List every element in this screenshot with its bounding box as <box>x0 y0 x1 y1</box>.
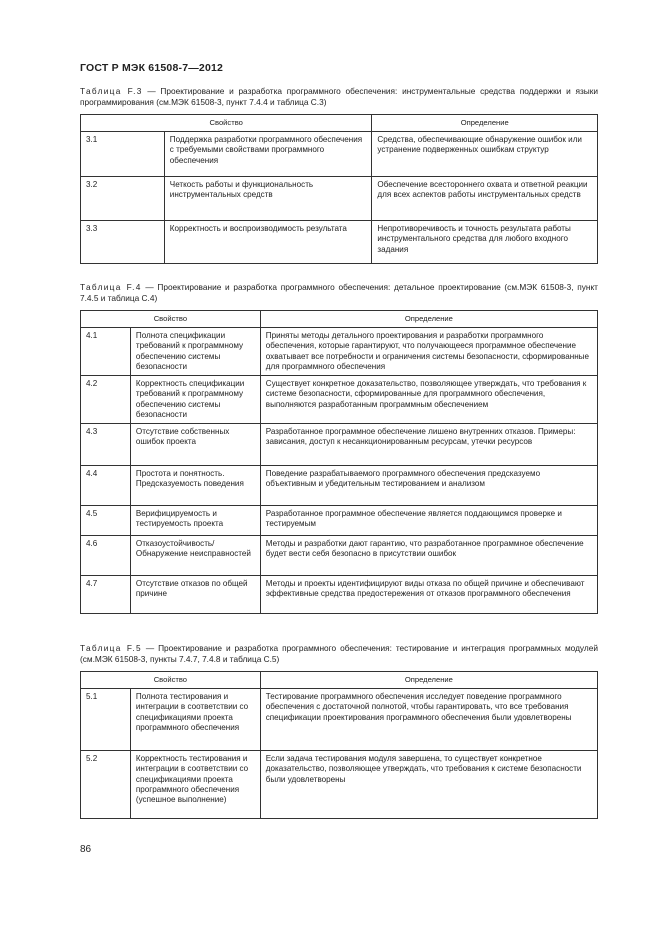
table-f4 <box>80 310 598 614</box>
table-caption-text: — Проектирование и разработка программного обеспечения: детальное проектирование (см.МЭК 61508-3, пункт 7.4.5 и таблица С.4) <box>80 282 598 303</box>
row-definition: Тестирование программного обеспечения исследует поведение программного обеспечения с достаточной полнотой, чтобы гарантировать, что все требования спецификации проектирования программного обеспечения были удовлетворены <box>260 689 597 751</box>
row-definition: Средства, обеспечивающие обнаружение ошибок или устранение подверженных ошибкам структур <box>372 132 598 177</box>
row-property: Корректность и воспроизводимость результата <box>164 221 372 264</box>
row-number: 4.6 <box>81 536 131 576</box>
row-number: 4.7 <box>81 576 131 614</box>
row-property: Верифицируемость и тестируемость проекта <box>130 506 260 536</box>
row-property: Поддержка разработки программного обеспечения с требуемыми свойствами программного обеспечения <box>164 132 372 177</box>
row-number: 4.4 <box>81 466 131 506</box>
row-definition: Приняты методы детального проектирования и разработки программного обеспечения, которые гарантируют, что получающееся программное обеспечение охватывает все потребности и ограничения системы безопасности, сформированные для программного обеспечения <box>260 328 597 376</box>
row-property: Полнота тестирования и интеграции в соответствии со спецификациями проекта программного обеспечения <box>130 689 260 751</box>
row-property: Отказоустойчивость/Обнаружение неисправностей <box>130 536 260 576</box>
table-row <box>81 506 598 536</box>
row-definition: Если задача тестирования модуля завершена, то существует конкретное доказательство, позволяющее утверждать, что требования к системе безопасности были удовлетворены <box>260 751 597 819</box>
row-definition: Поведение разрабатываемого программного обеспечения предсказуемо объективным и убедительным тестированием и анализом <box>260 466 597 506</box>
row-property: Отсутствие собственных ошибок проекта <box>130 424 260 466</box>
table-caption <box>80 643 598 664</box>
table-row <box>81 689 598 751</box>
row-number: 4.5 <box>81 506 131 536</box>
row-definition: Методы и разработки дают гарантию, что разработанное программное обеспечение будет вести себя безопасно в присутствии ошибок <box>260 536 597 576</box>
row-property: Полнота спецификации требований к программному обеспечению системы безопасности <box>130 328 260 376</box>
row-definition: Непротиворечивость и точность результата работы инструментального средства для любого входного задания <box>372 221 598 264</box>
row-definition: Разработанное программное обеспечение лишено внутренних отказов. Примеры: зависания, доступ к несанкционированным ресурсам, утечки ресурсов <box>260 424 597 466</box>
table-label: Таблица F.5 <box>80 643 142 653</box>
table-caption-text: — Проектирование и разработка программного обеспечения: инструментальные средства поддержки и языки программирования (см.МЭК 61508-3, пункт 7.4.4 и таблица С.3) <box>80 86 598 107</box>
row-number: 3.1 <box>81 132 165 177</box>
table-caption <box>80 86 598 107</box>
table-row <box>81 536 598 576</box>
table-row <box>81 221 598 264</box>
row-number: 4.1 <box>81 328 131 376</box>
row-definition: Существует конкретное доказательство, позволяющее утверждать, что требования к системе безопасности, сформированные для программного обеспечения, выполняются разработанным программным обеспечением <box>260 376 597 424</box>
row-definition: Обеспечение всестороннего охвата и ответной реакции для всех аспектов работы инструментальных средств <box>372 177 598 221</box>
row-property: Отсутствие отказов по общей причине <box>130 576 260 614</box>
column-header-definition: Определение <box>260 311 597 328</box>
table-label: Таблица F.3 <box>80 86 143 96</box>
table-caption <box>80 282 598 303</box>
table-label: Таблица F.4 <box>80 282 142 292</box>
row-property: Корректность спецификации требований к программному обеспечению системы безопасности <box>130 376 260 424</box>
table-caption-text: — Проектирование и разработка программного обеспечения: тестирование и интеграция программных модулей (см.МЭК 61508-3, пункты 7.4.7, 7.4.8 и таблица С.5) <box>80 643 598 664</box>
column-header-property: Свойство <box>81 672 261 689</box>
column-header-definition: Определение <box>372 115 598 132</box>
page-number: 86 <box>80 844 92 855</box>
table-f3 <box>80 114 598 264</box>
row-number: 3.2 <box>81 177 165 221</box>
table-row <box>81 376 598 424</box>
table-row <box>81 424 598 466</box>
row-number: 3.3 <box>81 221 165 264</box>
table-row <box>81 177 598 221</box>
row-number: 4.3 <box>81 424 131 466</box>
table-row <box>81 751 598 819</box>
table-f5 <box>80 671 598 819</box>
row-property: Простота и понятность. Предсказуемость поведения <box>130 466 260 506</box>
table-row <box>81 466 598 506</box>
row-definition: Разработанное программное обеспечение является поддающимся проверке и тестируемым <box>260 506 597 536</box>
column-header-property: Свойство <box>81 115 372 132</box>
table-row <box>81 328 598 376</box>
document-code: ГОСТ Р МЭК 61508-7—2012 <box>80 62 224 74</box>
row-property: Четкость работы и функциональность инструментальных средств <box>164 177 372 221</box>
row-number: 5.2 <box>81 751 131 819</box>
row-definition: Методы и проекты идентифицируют виды отказа по общей причине и обеспечивают эффективные средства предостережения от отказов программного обеспечения <box>260 576 597 614</box>
row-number: 4.2 <box>81 376 131 424</box>
column-header-property: Свойство <box>81 311 261 328</box>
column-header-definition: Определение <box>260 672 597 689</box>
row-number: 5.1 <box>81 689 131 751</box>
row-property: Корректность тестирования и интеграции в соответствии со спецификациями проекта программного обеспечения (успешное выполнение) <box>130 751 260 819</box>
table-row <box>81 576 598 614</box>
table-row <box>81 132 598 177</box>
